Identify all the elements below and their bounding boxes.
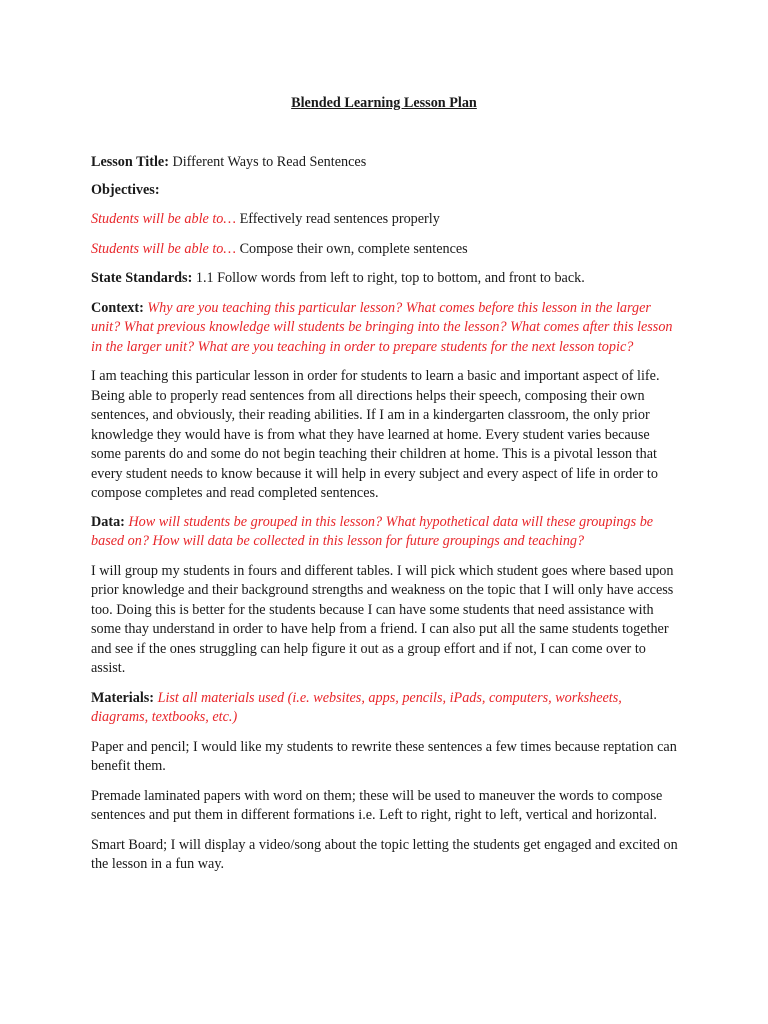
lesson-title-label: Lesson Title: bbox=[91, 154, 169, 170]
data-answer: I will group my students in fours and different tables. I will pick which student goes where based upon prior knowledge and their background strengths and weakness on the topic that I will only have access too. Doing this is better for the students because I can have some students that need assistance with some thay understand in order to have help from a friend. I can also put all the same students together and see if the ones struggling can help figure it out as a group effort and if not, I can come over to assist. bbox=[91, 562, 674, 676]
state-standards-value: 1.1 Follow words from left to right, top to bottom, and front to back. bbox=[195, 270, 585, 286]
materials-item: Premade laminated papers with word on them; these will be used to maneuver the words to compose sentences and put them in different formations i.e. Left to right, right to left, vertical and horizontal. bbox=[91, 787, 663, 823]
lesson-title-value: Different Ways to Read Sentences bbox=[172, 154, 367, 170]
materials-prompt-block bbox=[91, 689, 681, 728]
context-prompt-block bbox=[91, 299, 681, 358]
materials-item: Paper and pencil; I would like my students to rewrite these sentences a few times because reptation can benefit them. bbox=[91, 738, 677, 774]
objective-text: Effectively read sentences properly bbox=[239, 211, 440, 227]
objective-text: Compose their own, complete sentences bbox=[239, 240, 468, 257]
state-standards-line bbox=[91, 269, 681, 289]
materials-item: Smart Board; I will display a video/song about the topic letting the students get engaged and excited on the lesson in a fun way. bbox=[91, 836, 678, 872]
document-title: Blended Learning Lesson Plan bbox=[291, 95, 477, 111]
data-label: Data: bbox=[91, 513, 125, 530]
objective-prompt: Students will be able to… bbox=[91, 211, 237, 227]
objective-item bbox=[91, 240, 681, 260]
context-label: Context: bbox=[91, 299, 144, 316]
objectives-heading bbox=[91, 181, 681, 201]
materials-label: Materials: bbox=[91, 689, 155, 706]
objectives-label: Objectives: bbox=[91, 181, 160, 198]
data-prompt-block bbox=[91, 513, 681, 552]
objective-item bbox=[91, 210, 681, 230]
state-standards-label: State Standards: bbox=[91, 270, 193, 286]
lesson-title-line bbox=[91, 153, 681, 173]
objective-prompt: Students will be able to… bbox=[91, 240, 237, 257]
context-prompt: Why are you teaching this particular lesson? What comes before this lesson in the larger unit? What previous knowledge will students be bringing into the lesson? What comes after this lesson in the larger unit? What are you teaching in order to prepare students for the next lesson topic? bbox=[91, 299, 673, 355]
data-prompt: How will students be grouped in this lesson? What hypothetical data will these groupings be based on? How will data be collected in this lesson for future groupings and teaching? bbox=[91, 513, 654, 549]
document-body bbox=[91, 153, 681, 885]
materials-prompt: List all materials used (i.e. websites, apps, pencils, iPads, computers, worksheets, diagrams, textbooks, etc.) bbox=[91, 689, 622, 725]
context-answer: I am teaching this particular lesson in order for students to learn a basic and important aspect of life. Being able to properly read sentences from all directions helps their speech, composing their own sentences, and obviously, their reading abilities. If I am in a kindergarten classroom, the only prior knowledge they would have is from what they have learned at home. Every student varies because some parents do and some do not begin teaching their children at home. This is a pivotal lesson that every student needs to know because it will help in every subject and every aspect of life in order to compose completes and read completed sentences. bbox=[91, 368, 660, 501]
